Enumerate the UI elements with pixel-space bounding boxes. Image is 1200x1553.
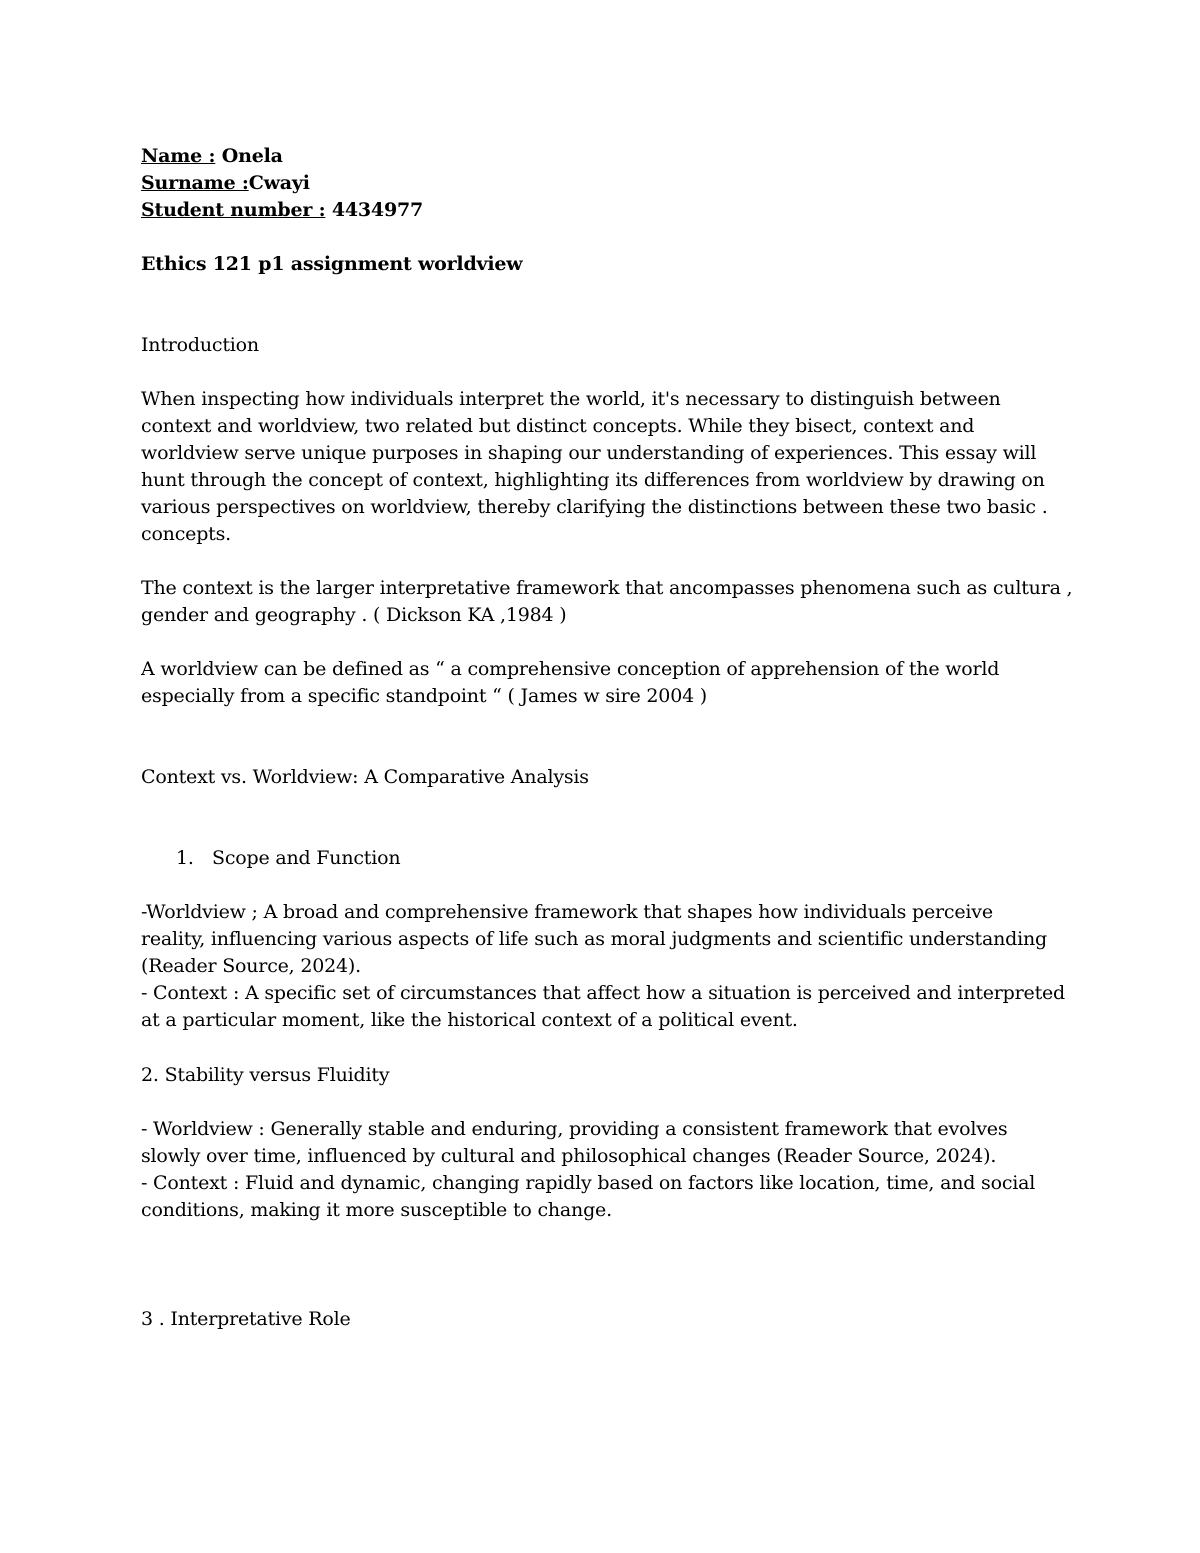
intro-line: worldview serve unique purposes in shaping our understanding of experiences. This essay will bbox=[141, 442, 1037, 464]
section1-line: reality, influencing various aspects of life such as moral judgments and scientific understanding bbox=[141, 928, 1047, 950]
name-value: Onela bbox=[221, 145, 283, 167]
context-definition-line: gender and geography . ( Dickson KA ,1984 ) bbox=[141, 604, 567, 626]
intro-line: context and worldview, two related but distinct concepts. While they bisect, context and bbox=[141, 415, 975, 437]
surname-value: Cwayi bbox=[248, 172, 310, 194]
student-number-value: 4434977 bbox=[331, 199, 424, 221]
section1-heading: Scope and Function bbox=[212, 847, 401, 869]
section1-line: at a particular moment, like the historical context of a political event. bbox=[141, 1009, 798, 1031]
worldview-definition-line: A worldview can be defined as “ a comprehensive conception of apprehension of the world bbox=[141, 658, 1000, 680]
intro-line: concepts. bbox=[141, 523, 231, 545]
name-line bbox=[141, 143, 283, 170]
section1-line: -Worldview ; A broad and comprehensive framework that shapes how individuals perceive bbox=[141, 901, 993, 923]
section2-line: slowly over time, influenced by cultural and philosophical changes (Reader Source, 2024). bbox=[141, 1145, 997, 1167]
section2-line: conditions, making it more susceptible to change. bbox=[141, 1199, 612, 1221]
section1-line: - Context : A specific set of circumstances that affect how a situation is perceived and interpreted bbox=[141, 982, 1066, 1004]
intro-line: hunt through the concept of context, highlighting its differences from worldview by drawing on bbox=[141, 469, 1045, 491]
section3-heading: 3 . Interpretative Role bbox=[141, 1308, 351, 1330]
intro-line: various perspectives on worldview, thereby clarifying the distinctions between these two basic . bbox=[141, 496, 1048, 518]
section1-number: 1. bbox=[176, 847, 194, 869]
worldview-definition-line: especially from a specific standpoint “ ( James w sire 2004 ) bbox=[141, 685, 708, 707]
intro-line: When inspecting how individuals interpret the world, it's necessary to distinguish between bbox=[141, 388, 1001, 410]
student-number-label: Student number : bbox=[141, 199, 326, 221]
surname-label: Surname : bbox=[141, 172, 249, 194]
intro-heading: Introduction bbox=[141, 334, 259, 356]
section1-line: (Reader Source, 2024). bbox=[141, 955, 361, 977]
document-title: Ethics 121 p1 assignment worldview bbox=[141, 253, 523, 275]
section2-heading: 2. Stability versus Fluidity bbox=[141, 1064, 390, 1086]
name-label: Name : bbox=[141, 145, 216, 167]
section2-line: - Worldview : Generally stable and enduring, providing a consistent framework that evolves bbox=[141, 1118, 1008, 1140]
surname-line bbox=[141, 170, 310, 197]
section2-line: - Context : Fluid and dynamic, changing rapidly based on factors like location, time, and social bbox=[141, 1172, 1036, 1194]
context-definition-line: The context is the larger interpretative framework that ancompasses phenomena such as cultura , bbox=[141, 577, 1073, 599]
student-number-line bbox=[141, 197, 423, 224]
analysis-heading: Context vs. Worldview: A Comparative Analysis bbox=[141, 766, 589, 788]
